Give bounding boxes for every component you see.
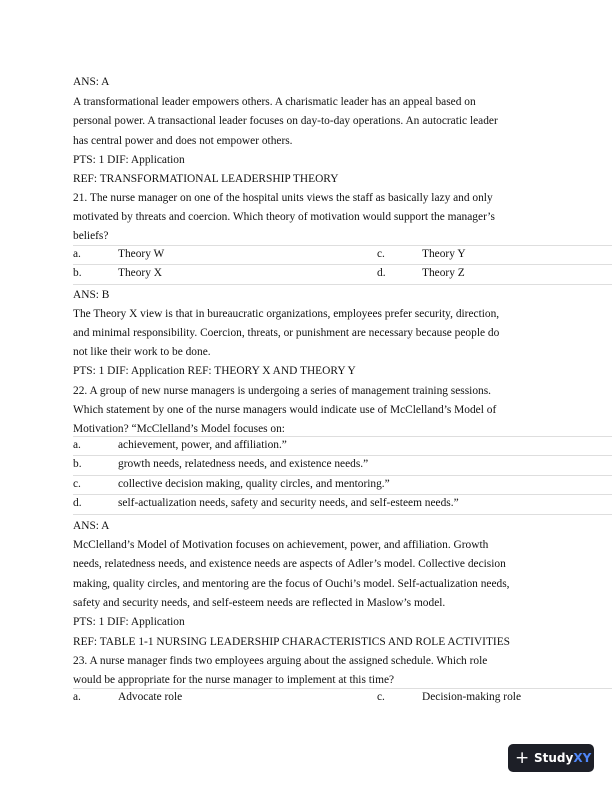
rationale-line: not like their work to be done. (73, 346, 211, 358)
question-22-text: Motivation? “McClelland’s Model focuses on: (73, 423, 285, 435)
rationale-line: needs, relatedness needs, and existence needs are aspects of Adler’s model. Collective decision (73, 558, 506, 570)
option-letter: d. (73, 497, 82, 509)
question-21-text: 21. The nurse manager on one of the hospital units views the staff as basically lazy and only (73, 192, 493, 204)
q22-option-row (73, 436, 612, 456)
question-21-text: motivated by threats and coercion. Which theory of motivation would support the manager’s (73, 211, 495, 223)
option-text: achievement, power, and affiliation.” (118, 439, 287, 451)
rationale-line: The Theory X view is that in bureaucratic organizations, employees prefer security, direction, (73, 308, 500, 320)
option-letter: d. (377, 267, 386, 279)
option-letter: a. (73, 248, 81, 260)
option-letter: c. (377, 691, 385, 703)
option-letter: b. (73, 267, 82, 279)
q22-option-row (73, 455, 612, 475)
option-letter: c. (73, 478, 81, 490)
points-line: PTS: 1 DIF: Application REF: THEORY X AND THEORY Y (73, 365, 356, 377)
studyxy-badge[interactable] (508, 744, 594, 772)
question-22-text: Which statement by one of the nurse managers would indicate use of McClelland’s Model of (73, 404, 497, 416)
question-23-text: would be appropriate for the nurse manager to implement at this time? (73, 674, 395, 686)
q21-option-row (73, 245, 612, 265)
reference-line: REF: TRANSFORMATIONAL LEADERSHIP THEORY (73, 173, 339, 185)
option-letter: c. (377, 248, 385, 260)
option-text: collective decision making, quality circles, and mentoring.” (118, 478, 390, 490)
points-line: PTS: 1 DIF: Application (73, 154, 185, 166)
question-21-text: beliefs? (73, 230, 109, 242)
option-text: Theory Y (422, 248, 466, 260)
rationale-line: making, quality circles, and mentoring are the focus of Ouchi’s model. Self-actualization needs, (73, 578, 510, 590)
reference-line: REF: TABLE 1-1 NURSING LEADERSHIP CHARACTERISTICS AND ROLE ACTIVITIES (73, 636, 511, 648)
option-letter: a. (73, 691, 81, 703)
q21-option-row (73, 264, 612, 285)
rationale-line: and minimal responsibility. Coercion, threats, or punishment are necessary because people do (73, 327, 500, 339)
rationale-line: A transformational leader empowers others. A charismatic leader has an appeal based on (73, 96, 476, 108)
q23-option-row (73, 688, 612, 708)
rationale-line: safety and security needs, and self-esteem needs are reflected in Maslow’s model. (73, 597, 446, 609)
plus-icon: + (515, 747, 530, 768)
rationale-line: has central power and does not empower others. (73, 135, 293, 147)
option-text: Theory X (118, 267, 162, 279)
points-line: PTS: 1 DIF: Application (73, 616, 185, 628)
option-letter: b. (73, 458, 82, 470)
q22-option-row (73, 494, 612, 515)
question-22-text: 22. A group of new nurse managers is undergoing a series of management training sessions. (73, 385, 491, 397)
q22-option-row (73, 475, 612, 495)
answer-line: ANS: B (73, 289, 110, 301)
answer-line: ANS: A (73, 76, 110, 88)
question-23-text: 23. A nurse manager finds two employees arguing about the assigned schedule. Which role (73, 655, 488, 667)
rationale-line: personal power. A transactional leader focuses on day-to-day operations. An autocratic leader (73, 115, 498, 127)
option-text: self-actualization needs, safety and security needs, and self-esteem needs.” (118, 497, 459, 509)
rationale-line: McClelland’s Model of Motivation focuses on achievement, power, and affiliation. Growth (73, 539, 489, 551)
option-text: growth needs, relatedness needs, and existence needs.” (118, 458, 369, 470)
option-text: Decision-making role (422, 691, 522, 703)
badge-text-study: Study (534, 751, 574, 765)
option-text: Advocate role (118, 691, 183, 703)
badge-text-xy: XY (573, 751, 592, 765)
option-letter: a. (73, 439, 81, 451)
option-text: Theory Z (422, 267, 465, 279)
option-text: Theory W (118, 248, 165, 260)
answer-line: ANS: A (73, 520, 110, 532)
